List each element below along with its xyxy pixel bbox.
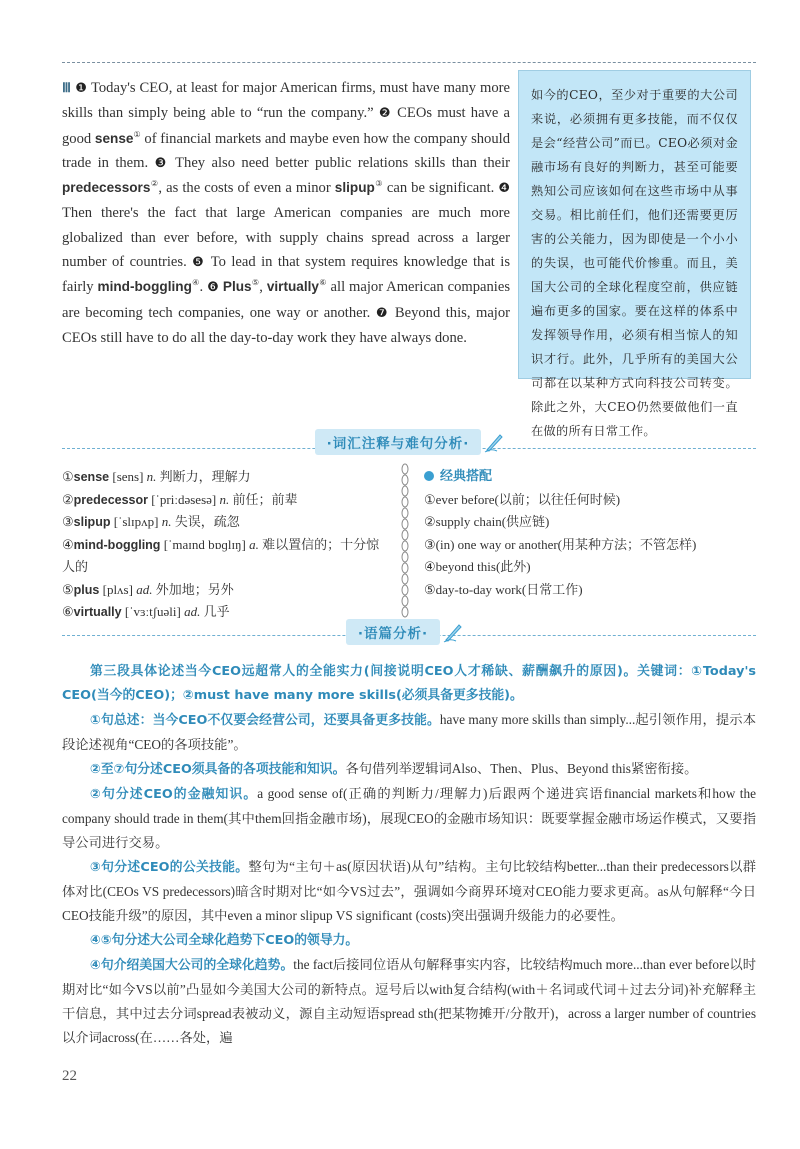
analysis-intro: 第三段具体论述当今CEO远超常人的全能实力(间接说明CEO人才稀缺、薪酬飙升的原因)。关键词：①Today's CEO(当今的CEO)；②must have many more skills(必须具备更多技能)。 [62, 664, 756, 703]
chinese-translation: 如今的CEO，至少对于重要的大公司来说，必须拥有更多技能，而不仅仅是会“经营公司”而已。CEO必须对金融市场有良好的判断力，甚至可能要熟知公司应该如何在这些市场中从事交易。相比前任们，他们还需要更厉害的公关能力，因为即使是一个小小的失误，也可能代价惨重。而且，美国大公司的全球化程度空前，供应链遍布更多的国家。要在这样的体系中发挥领导作用，必须有相当惊人的知识才行。此外，几乎所有的美国大公司都在以某种方式向科技公司转变。除此之外，大CEO仍然要做他们一直在做的所有日常工作。 [518, 70, 751, 379]
analysis-paragraph: ①句总述：当今CEO不仅要会经营公司，还要具备更多技能。have many more skills than simply...起引领作用，提示本段论述视角“CEO的各项技能”。 [62, 712, 756, 752]
vocab-word: slipup [334, 180, 375, 196]
chain-divider [399, 463, 411, 621]
vocab-item: ④mind-boggling [ˈmaɪnd bɒɡlɪŋ] a. 难以置信的；十分惊人的 [62, 536, 380, 574]
collocation-item: ①ever before(以前；以往任何时候) [424, 491, 621, 507]
bullet-icon [424, 471, 434, 481]
analysis-paragraph: ④⑤句分述大公司全球化趋势下CEO的领导力。 [90, 933, 359, 948]
english-passage: Ⅲ ❶ Today's CEO, at least for major American firms, must have many more skills than simply being able to “run the company.” ❷ CEOs must have a good sense① of financial markets and maybe even how the company should trade in them. ❸ They also need better public relations skills than their predecessors②, as the costs of even a minor slipup③ can be significant. ❹ Then there's the fact that large American companies are much more globalized than ever before, with supply chains spread across a larger number of countries. ❺ To lead in that system requires knowledge that is fairly mind-boggling④. ❻ Plus⑤, virtually⑥ all major American companies are becoming tech companies, one way or another. ❼ Beyond this, major CEOs still have to do all the day-to-day work they have always done. [62, 80, 511, 346]
vocab-list [62, 466, 392, 624]
collocations-list [424, 466, 754, 601]
vocab-word: predecessors [62, 180, 151, 196]
sentence-number: ❸ [154, 155, 169, 171]
vocab-word: Plus [222, 279, 252, 295]
sentence-number: ❶ [75, 81, 88, 96]
pen-icon [483, 431, 505, 453]
collocation-item: ④beyond this(此外) [424, 559, 531, 574]
collocations-heading: 经典搭配 [424, 466, 754, 489]
sentence-number: ❼ [375, 305, 390, 321]
vocab-item: ②predecessor [ˈpriːdəsesə] n. 前任；前辈 [62, 491, 298, 507]
vocab-word: mind-boggling [97, 279, 192, 295]
collocation-item: ②supply chain(供应链) [424, 514, 550, 529]
analysis-section-banner [320, 620, 490, 644]
sentence-number: ❻ [207, 280, 219, 296]
vocab-word: virtually [266, 279, 319, 295]
vocab-section-banner [290, 430, 530, 454]
discourse-analysis [62, 660, 756, 1050]
vocab-item: ⑤plus [plʌs] ad. 外加地；另外 [62, 581, 234, 597]
vocab-word: sense [94, 130, 134, 146]
analysis-section-title: ·语篇分析· [346, 619, 440, 645]
vocab-section-title: ·词汇注释与难句分析· [315, 429, 482, 455]
analysis-paragraph: ②句分述CEO的金融知识。a good sense of(正确的判断力/理解力)后跟两个递进宾语financial markets和how the company should trade in them(其中them回指金融市场)，展现CEO的金融市场知识：既要掌握金融市场运作模式，又要指导公司进行交易。 [62, 786, 756, 850]
vocab-item: ⑥virtually [ˈvɜːtʃuəli] ad. 几乎 [62, 604, 230, 619]
pen-icon [442, 621, 464, 643]
collocation-item: ③(in) one way or another(用某种方法；不管怎样) [424, 536, 697, 552]
sentence-number: ❷ [378, 106, 392, 122]
vocab-item: ①sense [sens] n. 判断力，理解力 [62, 469, 251, 484]
paragraph-tag: Ⅲ [62, 80, 72, 95]
analysis-paragraph: ③句分述CEO的公关技能。整句为“主句＋as(原因状语)从句”结构。主句比较结构better...than their predecessors以群体对比(CEOs VS predecessors)暗含时期对比“如今VS过去”，强调如今商界环境对CEO能力要求更高。as从句解释“今日CEO技能升级”的原因，其中even a minor slipup VS significant (costs)突出强调升级能力的必要性。 [62, 859, 756, 923]
sentence-number: ❹ [498, 181, 510, 197]
analysis-paragraph: ④句介绍美国大公司的全球化趋势。the fact后接同位语从句解释事实内容，比较结构much more...than ever before以时期对比“如今VS以前”凸显如今美国大公司的新特点。逗号后以with复合结构(with＋名词或代词＋过去分词)补充解释主干信息，其中过去分词spread表被动义，源自主动短语spread sth(把某物摊开/分散开)，across a larger number of countries以介词across(在……各处，遍 [62, 957, 757, 1045]
collocation-item: ⑤day-to-day work(日常工作) [424, 581, 583, 597]
vocab-item: ③slipup [ˈslɪpʌp] n. 失误，疏忽 [62, 514, 240, 529]
analysis-paragraph: ②至⑦句分述CEO须具备的各项技能和知识。各句借列举逻辑词Also、Then、Plus、Beyond this紧密衔接。 [90, 761, 698, 777]
top-divider [62, 62, 756, 63]
sentence-number: ❺ [192, 255, 206, 271]
page-number: 22 [62, 1068, 77, 1084]
